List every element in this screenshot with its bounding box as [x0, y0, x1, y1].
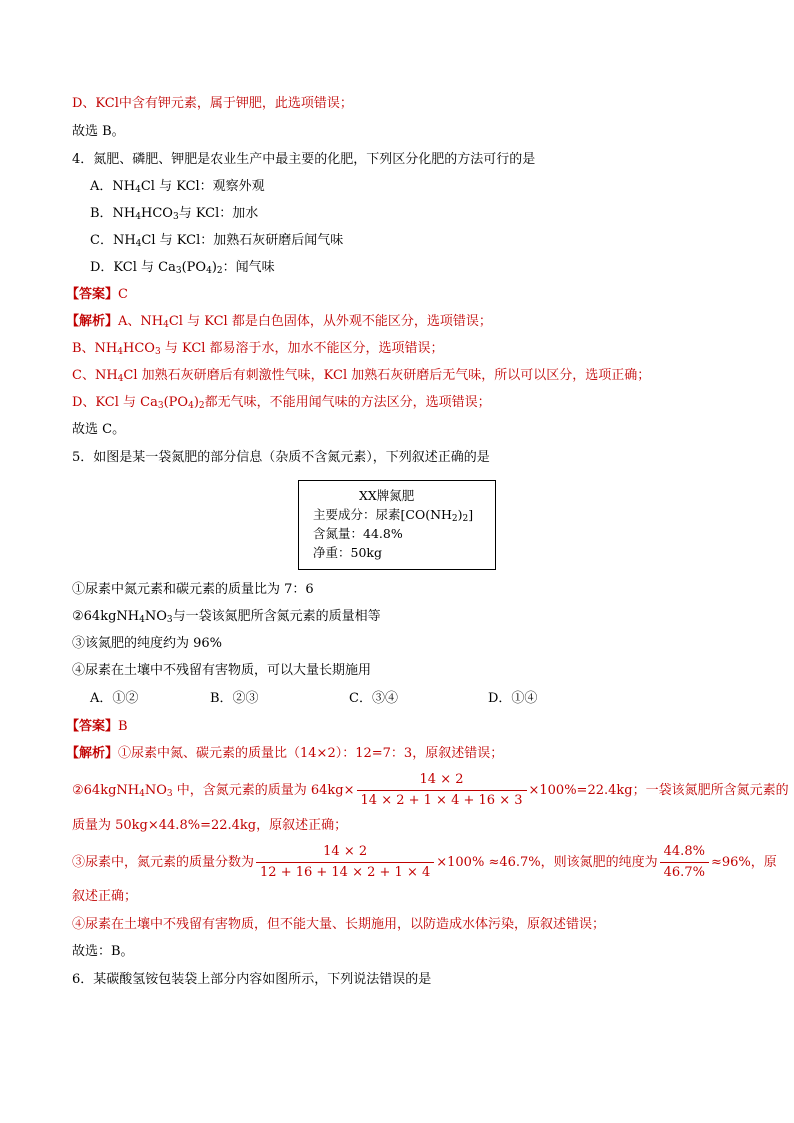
fertilizer-label-box [298, 480, 496, 570]
fraction-purity: $\frac{44.8\%}{46.7\%}$ [660, 844, 709, 881]
prev-analysis-d: D、KCl中含有钾元素，属于钾肥，此选项错误； [72, 96, 353, 111]
question-5-option-b: B．②③ [210, 691, 259, 706]
label-title: XX牌氮肥 [359, 488, 415, 503]
question-4-option-b: B．$NH_4HCO_3$与 KCl：加水 [90, 206, 259, 222]
question-5-answer: 【答案】B [66, 719, 128, 734]
label-net-weight: 净重：50kg [313, 545, 382, 560]
question-4-analysis-d: D、KCl 与 $Ca_3(PO_4)_2$都无气味，不能用闻气味的方法区分，选项错误； [72, 395, 491, 411]
fraction-nitrogen-in-urea: $\frac{14 \times 2}{12 + 16 + 14 \times 2 + 1 \times 4}$ [256, 844, 434, 881]
question-4-option-c: C．$NH_4Cl$ 与 KCl：加熟石灰研磨后闻气味 [90, 233, 344, 249]
question-4-conclusion: 故选 C。 [72, 422, 126, 437]
question-5-analysis-3-cont: 叙述正确； [72, 889, 138, 904]
label-ingredient: 主要成分：尿素$[CO(NH_2)_2]$ [313, 507, 474, 524]
prev-conclusion: 故选 B。 [72, 124, 125, 139]
label-nitrogen-content: 含氮量：44.8% [313, 526, 403, 541]
question-5-analysis-1: 【解析】①尿素中氮、碳元素的质量比（14×2）：12=7：3，原叙述错误； [66, 746, 504, 761]
statement-4: ④尿素在土壤中不残留有害物质，可以大量长期施用 [72, 663, 372, 678]
question-5-option-c: C．③④ [349, 691, 398, 706]
question-4-analysis-c: C、$NH_4Cl$ 加熟石灰研磨后有刺激性气味，KCl 加熟石灰研磨后无气味，所以可以区分，选项正确； [72, 368, 651, 384]
statement-1: ①尿素中氮元素和碳元素的质量比为 7：6 [72, 582, 314, 597]
question-5-stem: 5．如图是某一袋氮肥的部分信息（杂质不含氮元素），下列叙述正确的是 [72, 450, 490, 465]
question-4-analysis-b: B、$NH_4HCO_3$ 与 KCl 都易溶于水，加水不能区分，选项错误； [72, 341, 444, 357]
question-5-analysis-3: ③尿素中，氮元素的质量分数为 $\frac{14 \times 2}{12 + 16 + 14 \times 2 + 1 \times 4}$ ×100% ≈46.7%，则该氮肥的纯度为 $\frac{44.8\%}{46.7\%}$ ≈96%，原 [72, 844, 777, 880]
question-4-answer: 【答案】C [66, 287, 128, 302]
question-4-stem: 4．氮肥、磷肥、钾肥是农业生产中最主要的化肥，下列区分化肥的方法可行的是 [72, 152, 536, 167]
question-6-stem: 6．某碳酸氢铵包装袋上部分内容如图所示，下列说法错误的是 [72, 972, 432, 987]
question-5-analysis-2: $②64kgNH_4NO_3$ 中，含氮元素的质量为 64kg× $\frac{14 \times 2}{14 \times 2 + 1 \times 4 + 16 \times 3}$ ×100%=22.4kg；一袋该氮肥所含氮元素的 [72, 772, 789, 808]
fraction-nitrogen-in-nh4no3: $\frac{14 \times 2}{14 \times 2 + 1 \times 4 + 16 \times 3}$ [357, 772, 527, 809]
question-5-option-a: A．①② [90, 691, 139, 706]
question-4-analysis-a: 【解析】A、$NH_4Cl$ 与 KCl 都是白色固体，从外观不能区分，选项错误； [66, 314, 492, 330]
statement-3: ③该氮肥的纯度约为 96% [72, 636, 223, 651]
question-5-analysis-4: ④尿素在土壤中不残留有害物质，但不能大量、长期施用，以防造成水体污染，原叙述错误； [72, 917, 606, 932]
question-5-option-d: D．①④ [488, 691, 538, 706]
statement-2: $②64kgNH_4NO_3$与一袋该氮肥所含氮元素的质量相等 [72, 609, 381, 625]
question-4-option-d: D．KCl 与 $Ca_3(PO_4)_2$：闻气味 [90, 260, 275, 276]
question-5-analysis-2-cont: 质量为 50kg×44.8%=22.4kg，原叙述正确； [72, 818, 348, 833]
question-5-conclusion: 故选：B。 [72, 944, 134, 959]
question-4-option-a: A．$NH_4Cl$ 与 KCl：观察外观 [90, 179, 265, 195]
